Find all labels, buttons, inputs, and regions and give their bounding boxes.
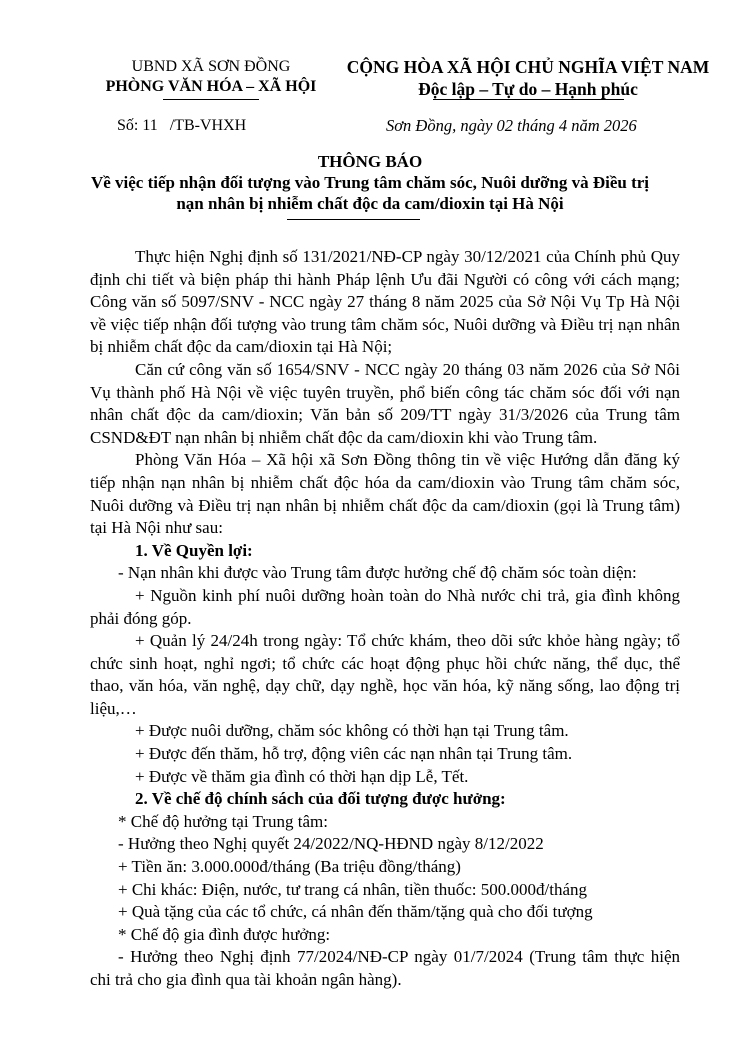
subject-underline	[287, 219, 420, 220]
list-item: * Chế độ hưởng tại Trung tâm:	[118, 811, 328, 831]
issuer-org: UBND XÃ SƠN ĐỒNG	[131, 58, 291, 75]
list-item: + Được về thăm gia đình có thời hạn dịp Lễ, Tết.	[135, 766, 469, 786]
list-item: + Quản lý 24/24h trong ngày: Tổ chức khám, theo dõi sức khỏe hàng ngày; tổ chức sinh hoạt, nghỉ ngơi; tổ chức các hoạt động phục hồi chức năng, thể dục, thể thao, văn hóa, văn nghệ, dạy chữ, dạy nghề, học văn hóa, kỹ năng sống, lao động trị liệu,…	[90, 631, 680, 718]
list-item: + Chi khác: Điện, nước, tư trang cá nhân, tiền thuốc: 500.000đ/tháng	[118, 879, 587, 899]
list-item: + Được nuôi dưỡng, chăm sóc không có thời hạn tại Trung tâm.	[135, 721, 569, 741]
paragraph-intro: Phòng Văn Hóa – Xã hội xã Sơn Đồng thông tin về việc Hướng dẫn đăng ký tiếp nhận nạn nhân bị nhiễm chất độc hóa da cam/dioxin vào Trung tâm chăm sóc, Nuôi dưỡng và Điều trị nạn nhân bị nhiễm chất độc da cam/dioxin (gọi là Trung tâm) tại Hà Nội như sau:	[90, 450, 680, 538]
subject-line-2: nạn nhân bị nhiễm chất độc da cam/dioxin tại Hà Nội	[176, 194, 564, 213]
section-heading-policy: 2. Về chế độ chính sách của đối tượng được hưởng:	[135, 789, 506, 809]
doc-date: Sơn Đồng, ngày 02 tháng 4 năm 2026	[386, 116, 637, 135]
national-motto: Độc lập – Tự do – Hạnh phúc	[418, 79, 638, 99]
list-item: + Nguồn kinh phí nuôi dưỡng hoàn toàn do Nhà nước chi trả, gia đình không phải đóng góp.	[90, 585, 680, 628]
motto-underline	[433, 99, 624, 100]
national-title: CỘNG HÒA XÃ HỘI CHỦ NGHĨA VIỆT NAM	[346, 57, 710, 77]
doc-body	[90, 246, 680, 992]
list-item: + Quà tặng của các tổ chức, cá nhân đến thăm/tặng quà cho đối tượng	[118, 902, 593, 922]
paragraph-legal-basis: Thực hiện Nghị định số 131/2021/NĐ-CP ngày 30/12/2021 của Chính phủ Quy định chi tiết và biện pháp thi hành Pháp lệnh Ưu đãi Người có công với cách mạng; Công văn số 5097/SNV - NCC ngày 27 tháng 8 năm 2025 của Sở Nội Vụ Tp Hà Nội về việc tiếp nhận đối tượng vào trung tâm chăm sóc, Nuôi dưỡng và Điều trị nạn nhân bị nhiễm chất độc da cam/dioxin tại Hà Nội;	[90, 247, 680, 357]
issuer-dept: PHÒNG VĂN HÓA – XÃ HỘI	[105, 78, 317, 95]
list-item: - Hưởng theo Nghị định 77/2024/NĐ-CP ngày 01/7/2024 (Trung tâm thực hiện chi trả cho gia đình qua tài khoản ngân hàng).	[90, 947, 680, 989]
issuer-underline	[163, 99, 259, 100]
doc-title: THÔNG BÁO	[317, 152, 423, 171]
list-item: - Nạn nhân khi được vào Trung tâm được hưởng chế độ chăm sóc toàn diện:	[118, 563, 637, 583]
list-item: - Hưởng theo Nghị quyết 24/2022/NQ-HĐND ngày 8/12/2022	[118, 834, 544, 854]
paragraph-pursuant: Căn cứ công văn số 1654/SNV - NCC ngày 20 tháng 03 năm 2026 của Sở Nôi Vụ thành phố Hà Nội về việc tuyên truyền, phổ biến công tác chăm sóc đối với nạn nhân chất độc da cam/dioxin; Văn bản số 209/TT ngày 31/3/2026 của Trung tâm CSND&ĐT nạn nhân bị nhiễm chất độc da cam/dioxin khi vào Trung tâm.	[90, 359, 680, 447]
doc-number	[117, 117, 246, 135]
list-item: * Chế độ gia đình được hưởng:	[118, 924, 331, 944]
doc-subject	[0, 172, 740, 214]
section-heading-benefits: 1. Về Quyền lợi:	[135, 540, 253, 560]
subject-line-1: Về việc tiếp nhận đối tượng vào Trung tâm chăm sóc, Nuôi dưỡng và Điều trị	[90, 173, 650, 192]
issuer-block	[85, 57, 337, 97]
list-item: + Tiền ăn: 3.000.000đ/tháng (Ba triệu đồng/tháng)	[118, 857, 461, 877]
doc-number-label: Số: 11	[117, 117, 158, 134]
national-block	[338, 56, 718, 100]
list-item: + Được đến thăm, hỗ trợ, động viên các nạn nhân tại Trung tâm.	[135, 744, 573, 764]
doc-number-code: /TB-VHXH	[169, 117, 247, 134]
